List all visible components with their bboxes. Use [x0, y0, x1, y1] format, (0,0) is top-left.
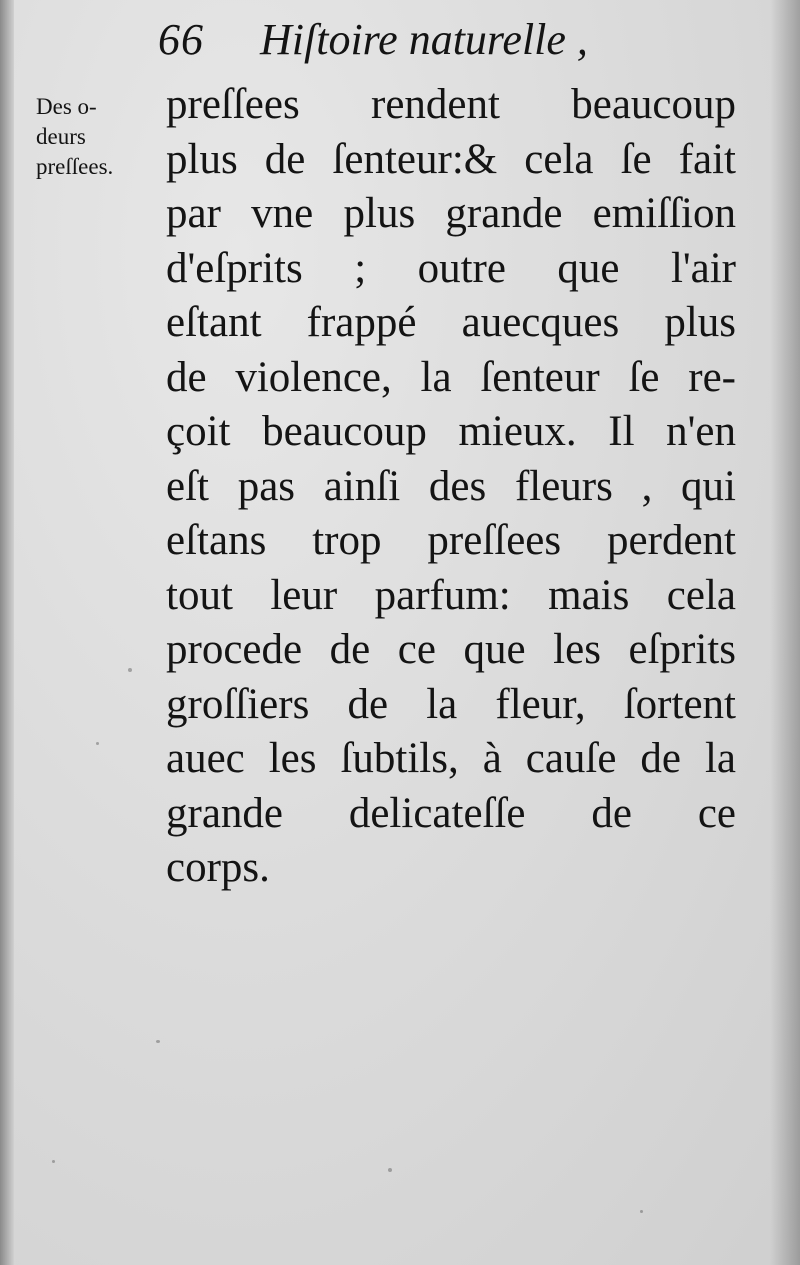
text-line: auec les ſubtils, à cauſe de la [166, 735, 736, 782]
margin-note-line: Des o- [36, 94, 97, 119]
paper-speck [640, 1210, 643, 1213]
text-line: groſſiers de la fleur, ſortent [166, 680, 736, 728]
paper-speck [52, 1160, 55, 1163]
paper-speck [128, 668, 132, 672]
text-line: çoit beaucoup mieux. Il n'en [166, 408, 736, 455]
page-gutter-shadow [0, 0, 14, 1265]
margin-note-line: deurs [36, 124, 86, 149]
text-line: eſt pas ainſi des fleurs , qui [166, 462, 736, 510]
running-header [158, 14, 628, 76]
page-edge-shadow [770, 0, 800, 1265]
margin-note-line: preſſees. [36, 154, 114, 179]
running-title: Hiſtoire naturelle , [260, 15, 588, 64]
text-line: grande delicateſſe de ce [166, 789, 736, 837]
text-line: procede de ce que les eſprits [166, 626, 736, 673]
paper-speck [388, 1168, 392, 1172]
main-text-block [166, 78, 736, 896]
text-line: par vne plus grande emiſſion [166, 190, 736, 237]
text-line: de violence, la ſenteur ſe re- [166, 353, 736, 401]
text-line: d'eſprits ; outre que l'air [166, 244, 736, 292]
paper-speck [156, 1040, 160, 1043]
text-line: corps. [166, 844, 270, 891]
text-line: eſtans trop preſſees perdent [166, 517, 736, 564]
paper-speck [96, 742, 99, 745]
text-line: plus de ſenteur:& cela ſe fait [166, 135, 736, 183]
margin-note [36, 92, 156, 182]
page-number: 66 [158, 15, 204, 64]
text-line: tout leur parfum: mais cela [166, 571, 736, 619]
text-line: preſſees rendent beaucoup [166, 81, 736, 128]
text-line: eſtant frappé auecques plus [166, 299, 736, 346]
